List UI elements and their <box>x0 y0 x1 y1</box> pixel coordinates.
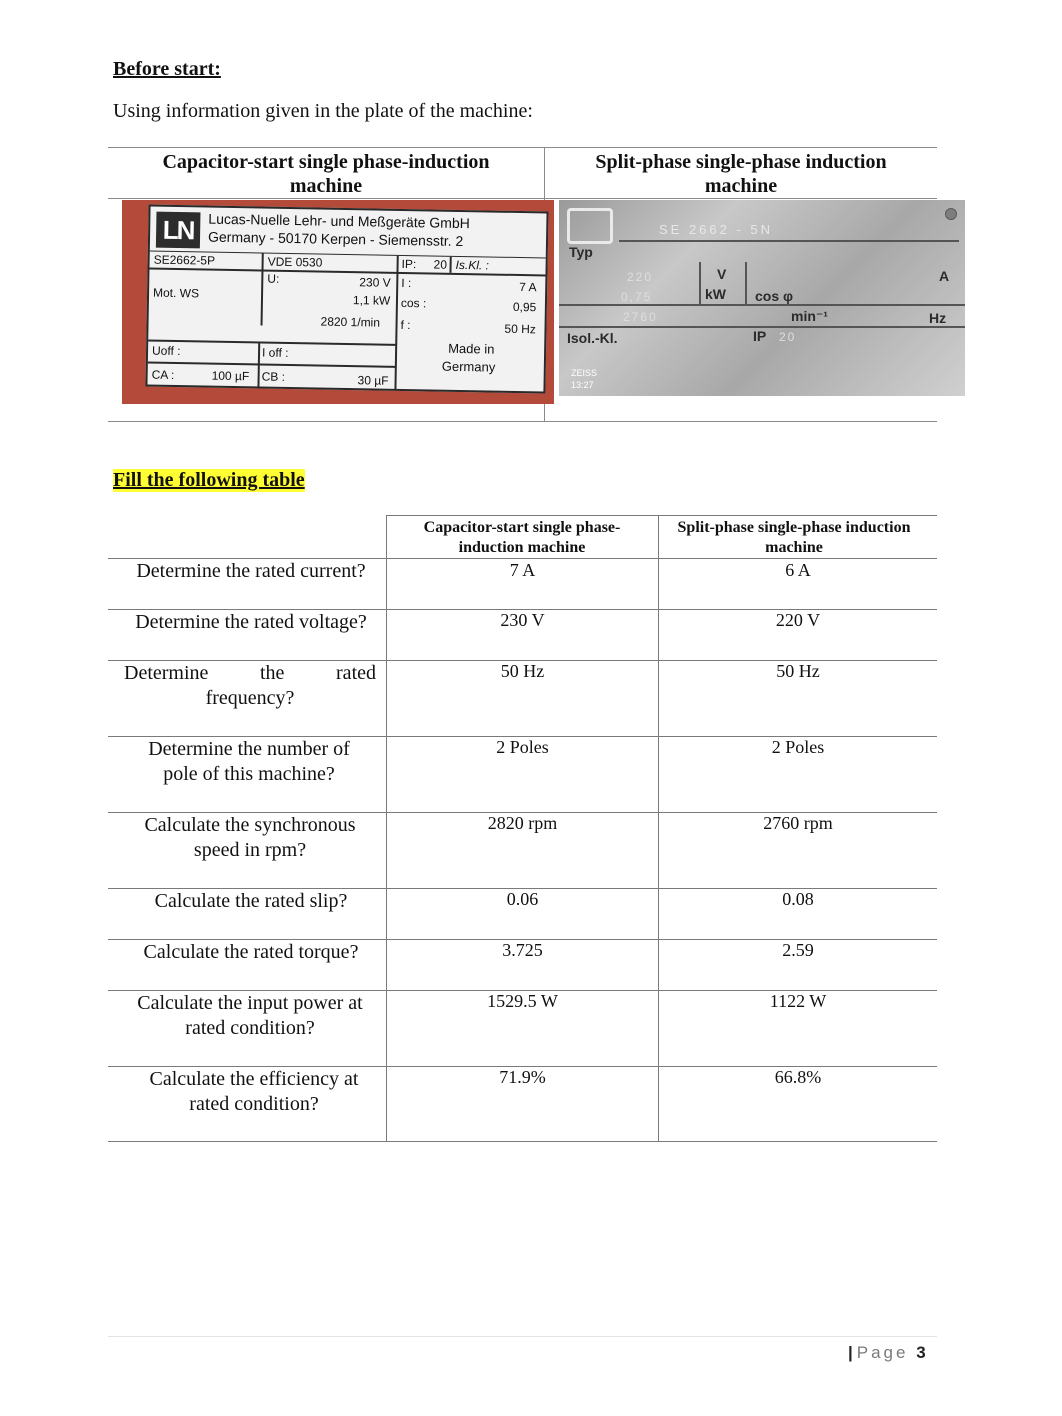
answer-split-phase: 2 Poles <box>771 737 825 757</box>
mot-label: Mot. WS <box>152 285 200 301</box>
grid-line <box>394 256 398 390</box>
page-footer <box>848 1343 929 1363</box>
answer-split-phase: 0.08 <box>782 889 814 909</box>
ip-label: IP <box>753 328 767 344</box>
capacitor-nameplate-image <box>122 200 554 404</box>
voltage-value: 220 <box>627 270 654 284</box>
vde-text: VDE 0530 <box>267 254 323 270</box>
table-rule <box>386 515 937 516</box>
answer-split-phase: 66.8% <box>774 1067 822 1087</box>
answer-capacitor: 1529.5 W <box>487 991 558 1011</box>
iskl-label: Is.Kl. : <box>455 257 490 273</box>
nameplate-card <box>145 205 548 394</box>
company-line-2: Germany - 50170 Kerpen - Siemensstr. 2 <box>207 228 464 250</box>
plate-line <box>745 262 747 306</box>
question-efficiency: Calculate the efficiency at rated condition? <box>149 1068 359 1115</box>
question-rated-voltage: Determine the rated voltage? <box>135 611 367 633</box>
ip-value: 20 <box>433 257 448 272</box>
plate-line <box>559 304 965 306</box>
answer-capacitor: 3.725 <box>502 940 543 960</box>
ln-logo: LN <box>156 212 201 249</box>
page-number: 3 <box>916 1343 929 1362</box>
f-label: f : <box>400 317 411 333</box>
footer-rule <box>108 1336 937 1337</box>
plate-line <box>619 240 959 242</box>
question-input-power: Calculate the input power at rated condition? <box>137 992 363 1039</box>
model-text: SE 2662 - 5N <box>659 222 774 237</box>
answer-capacitor: 2820 rpm <box>487 813 558 833</box>
ca-label: CA : <box>151 367 175 382</box>
ip-label: IP: <box>401 256 417 272</box>
power-value: 1,1 kW <box>352 293 391 308</box>
answer-split-phase: 2.59 <box>782 940 814 960</box>
germany-text: Germany <box>441 358 496 375</box>
screw-icon <box>945 208 957 220</box>
question-number-of-poles: Determine the number of pole of this machine? <box>148 738 350 785</box>
answer-split-phase: 1122 W <box>769 991 827 1011</box>
header-capacitor: Capacitor-start single phase-induction machine <box>423 519 621 556</box>
plates-header-rule <box>108 198 937 199</box>
section-heading: Before start: <box>113 58 221 80</box>
split-phase-nameplate-image <box>559 200 965 396</box>
answer-capacitor: 0.06 <box>506 889 539 909</box>
nameplate-logo-icon <box>567 208 613 244</box>
current-value: 7 A <box>519 280 537 295</box>
ca-value: 100 µF <box>211 368 250 384</box>
grid-line <box>148 362 396 368</box>
answer-split-phase: 50 Hz <box>776 661 820 681</box>
typ-label: Typ <box>569 244 593 260</box>
page-label: Page <box>856 1343 909 1362</box>
plates-header-split: Split-phase single-phase induction machine <box>595 151 887 197</box>
answer-split-phase: 6 A <box>785 560 811 580</box>
question-synchronous-speed: Calculate the synchronous speed in rpm? <box>144 814 356 861</box>
ip-value: 20 <box>779 330 797 344</box>
answer-capacitor: 50 Hz <box>500 661 545 681</box>
zeiss-watermark: ZEISS <box>571 368 598 378</box>
footer-bar: | <box>848 1343 853 1362</box>
speed-value: 2820 1/min <box>320 314 381 330</box>
answer-split-phase: 2760 rpm <box>763 813 833 833</box>
nameplate-grid <box>147 251 545 392</box>
plates-header-capacitor: Capacitor-start single phase-induction machine <box>162 151 490 197</box>
cos-value: 0,95 <box>512 299 537 315</box>
grid-line <box>449 257 451 273</box>
question-rated-current: Determine the rated current? <box>136 560 366 582</box>
a-label: A <box>939 268 950 284</box>
made-in-text: Made in <box>448 340 495 357</box>
isol-label: Isol.-Kl. <box>567 330 618 346</box>
grid-line <box>261 254 264 326</box>
v-label: V <box>717 266 727 282</box>
min-label: min⁻¹ <box>791 308 828 324</box>
answer-split-phase: 220 V <box>775 610 821 630</box>
table-rule <box>108 1141 937 1142</box>
question-rated-slip: Calculate the rated slip? <box>154 890 348 912</box>
cb-value: 30 µF <box>357 373 389 388</box>
answer-capacitor: 2 Poles <box>496 737 549 757</box>
timestamp: 13:27 <box>571 380 594 390</box>
cos-label: cos φ <box>755 288 794 304</box>
power-value: 0,75 <box>621 290 653 304</box>
u-label: U: <box>267 271 280 286</box>
question-rated-frequency: Determine the rated frequency? <box>124 662 376 709</box>
i-label: I : <box>401 275 412 291</box>
speed-value: 2760 <box>623 310 658 324</box>
uoff-label: Uoff : <box>151 343 181 359</box>
question-rated-torque: Calculate the rated torque? <box>143 941 359 963</box>
freq-value: 50 Hz <box>504 321 536 337</box>
nameplate-company <box>208 210 470 251</box>
hz-label: Hz <box>929 310 947 326</box>
answer-capacitor: 71.9% <box>499 1067 546 1087</box>
ioff-label: I off : <box>261 345 289 360</box>
answer-capacitor: 230 V <box>500 610 545 630</box>
voltage-value: 230 V <box>359 275 391 290</box>
intro-text: Using information given in the plate of the machine: <box>113 100 533 122</box>
header-split-phase: Split-phase single-phase induction machine <box>677 519 911 556</box>
kw-label: kW <box>705 286 726 302</box>
plate-line <box>699 262 701 306</box>
answer-capacitor: 7 A <box>509 560 536 580</box>
model-text: SE2662-5P <box>153 252 216 268</box>
nameplates-table <box>108 147 950 422</box>
cb-label: CB : <box>261 369 286 384</box>
company-line-1: Lucas-Nuelle Lehr- und Meßgeräte GmbH <box>208 210 470 232</box>
grid-line <box>148 340 396 346</box>
cos-label: cos : <box>400 295 427 311</box>
fill-table-title: Fill the following table <box>113 469 305 491</box>
